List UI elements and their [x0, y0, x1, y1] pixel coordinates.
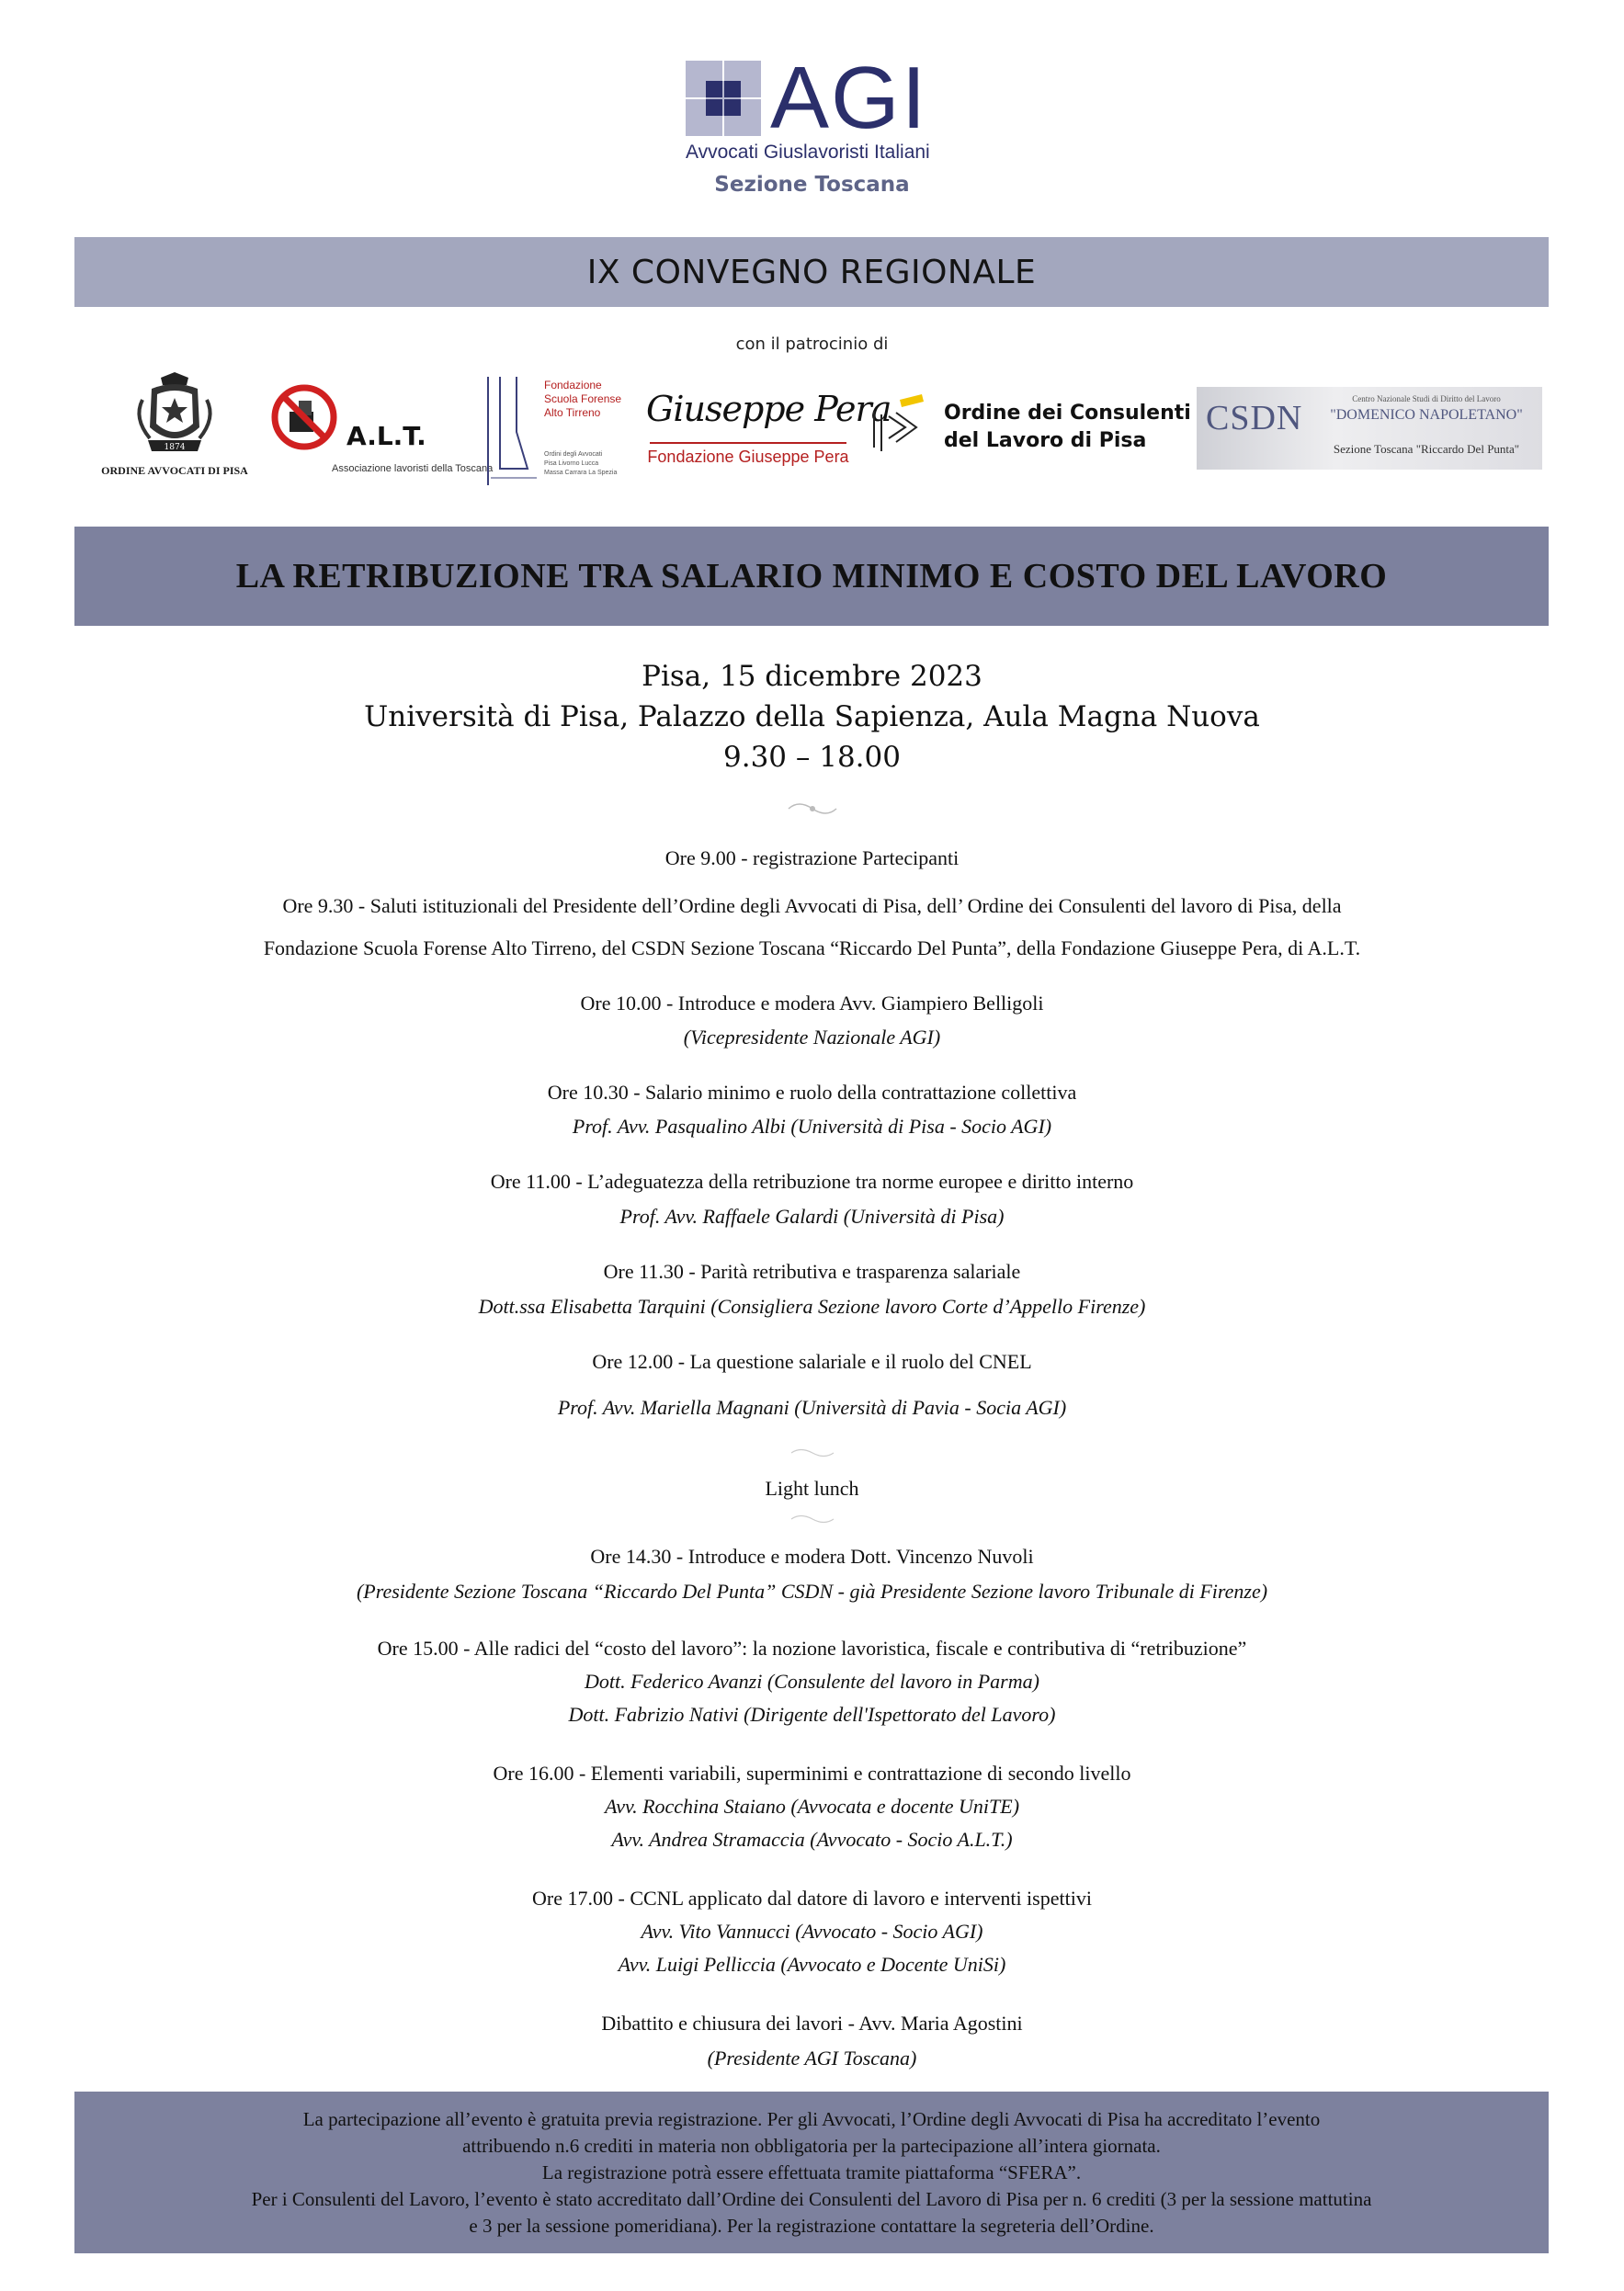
programme-speaker: Dott. Federico Avanzi (Consulente del lavoro in Parma): [585, 1670, 1039, 1693]
programme-item: Ore 14.30 - Introduce e modera Dott. Vincenzo Nuvoli: [590, 1545, 1034, 1568]
ordine-caption: ORDINE AVVOCATI DI PISA: [101, 464, 248, 477]
pera-caption: Fondazione Giuseppe Pera: [647, 448, 849, 466]
footer-line: e 3 per la sessione pomeridiana). Per la registrazione contattare la segreteria dell’Ordine.: [469, 2215, 1154, 2237]
fsf-line3: Alto Tirreno: [544, 406, 601, 419]
sponsor-ordine-avvocati: [97, 372, 253, 482]
fsf-line2: Scuola Forense: [544, 392, 622, 405]
section-name: Sezione Toscana: [714, 173, 910, 197]
agi-logo: [686, 49, 930, 164]
programme-speaker: (Vicepresidente Nazionale AGI): [683, 1026, 941, 1049]
programme-item: Ore 15.00 - Alle radici del “costo del lavoro”: la nozione lavoristica, fiscale e contributiva di “retribuzione”: [377, 1637, 1247, 1660]
sponsor-consulenti-lavoro: [869, 391, 1191, 462]
programme-item: Ore 16.00 - Elementi variabili, superminimi e contrattazione di secondo livello: [493, 1762, 1131, 1785]
alt-emblem-icon: [271, 384, 337, 450]
convegno-banner: [74, 237, 1549, 307]
ornament-divider: [0, 1445, 1624, 1464]
main-title: LA RETRIBUZIONE TRA SALARIO MINIMO E COSTO DEL LAVORO: [235, 557, 1388, 595]
footer-line: attribuendo n.6 crediti in materia non obbligatoria per la partecipazione all’intera giornata.: [462, 2135, 1161, 2157]
ornament-divider: [0, 800, 1624, 822]
programme-speaker: Avv. Andrea Stramaccia (Avvocato - Socio A.L.T.): [611, 1828, 1013, 1851]
programme-speaker: Dott. Fabrizio Nativi (Dirigente dell'Ispettorato del Lavoro): [568, 1703, 1056, 1726]
agi-wordmark: AGI: [770, 49, 928, 147]
ordine-year: 1874: [164, 443, 186, 452]
programme-lunch: Light lunch: [765, 1477, 859, 1500]
programme-item: Fondazione Scuola Forense Alto Tirreno, del CSDN Sezione Toscana “Riccardo Del Punta”, della Fondazione Giuseppe Pera, di A.L.T.: [263, 936, 1361, 959]
sponsor-fondazione-scuola-forense: [487, 377, 634, 485]
programme-item: Ore 11.30 - Parità retributiva e trasparenza salariale: [603, 1260, 1021, 1283]
programme-item: Ore 10.00 - Introduce e modera Avv. Giampiero Belligoli: [580, 992, 1044, 1015]
footer-line: La registrazione potrà essere effettuata tramite piattaforma “SFERA”.: [541, 2161, 1082, 2183]
alt-name: A.L.T.: [346, 421, 426, 451]
fsf-small2: Pisa Livorno Lucca: [544, 460, 599, 467]
cdl-line2: del Lavoro di Pisa: [944, 429, 1147, 452]
fsf-emblem-icon: [491, 377, 537, 485]
csdn-line2: "DOMENICO NAPOLETANO": [1330, 407, 1523, 423]
sponsor-alt: [271, 384, 494, 483]
ornament-icon: [789, 1513, 835, 1525]
patronage-label: con il patrocinio di: [735, 335, 889, 354]
programme-speaker: (Presidente Sezione Toscana “Riccardo Del Punta” CSDN - già Presidente Sezione lavoro Tribunale di Firenze): [356, 1580, 1268, 1603]
programme-item: Dibattito e chiusura dei lavori - Avv. Maria Agostini: [601, 2012, 1023, 2035]
agi-subtitle: Avvocati Giuslavoristi Italiani: [686, 142, 930, 163]
programme-item: Ore 11.00 - L’adeguatezza della retribuzione tra norme europee e diritto interno: [490, 1170, 1134, 1193]
agi-squares-icon: [686, 61, 761, 136]
fsf-line1: Fondazione: [544, 379, 602, 391]
event-time: 9.30 – 18.00: [723, 741, 901, 774]
programme-speaker: Avv. Vito Vannucci (Avvocato - Socio AGI): [641, 1920, 983, 1943]
csdn-line3: Sezione Toscana "Riccardo Del Punta": [1333, 442, 1520, 456]
programme-speaker: (Presidente AGI Toscana): [707, 2047, 917, 2070]
programme-item: Ore 9.00 - registrazione Partecipanti: [664, 846, 960, 869]
ornament-icon: [785, 800, 840, 818]
main-title-banner: [74, 527, 1549, 626]
footer-info-box: [74, 2092, 1549, 2253]
sponsor-fondazione-pera: [646, 381, 891, 473]
programme-speaker: Prof. Avv. Mariella Magnani (Università di Pavia - Socia AGI): [557, 1396, 1067, 1419]
programme-item: Ore 10.30 - Salario minimo e ruolo della contrattazione collettiva: [547, 1081, 1077, 1104]
ornament-divider: [0, 1511, 1624, 1530]
programme-speaker: Avv. Luigi Pelliccia (Avvocato e Docente UniSi): [618, 1953, 1006, 1976]
cdl-line1: Ordine dei Consulenti: [944, 402, 1191, 425]
cdl-emblem-icon: [869, 394, 929, 455]
ornament-icon: [789, 1446, 835, 1459]
programme-speaker: Prof. Avv. Raffaele Galardi (Università di Pisa): [619, 1205, 1005, 1228]
event-place: Università di Pisa, Palazzo della Sapienza, Aula Magna Nuova: [364, 700, 1260, 733]
programme-speaker: Dott.ssa Elisabetta Tarquini (Consigliera Sezione lavoro Corte d’Appello Firenze): [478, 1295, 1146, 1318]
csdn-acronym: CSDN: [1206, 399, 1303, 437]
programme-item: Ore 12.00 - La questione salariale e il ruolo del CNEL: [592, 1350, 1032, 1373]
coat-of-arms-icon: [97, 372, 253, 460]
fsf-small3: Massa Carrara La Spezia: [544, 470, 618, 476]
alt-caption: Associazione lavoristi della Toscana: [332, 463, 494, 474]
programme-item: Ore 17.00 - CCNL applicato dal datore di lavoro e interventi ispettivi: [532, 1887, 1092, 1910]
programme-item: Ore 9.30 - Saluti istituzionali del Presidente dell’Ordine degli Avvocati di Pisa, dell’ Ordine dei Consulenti del lavoro di Pisa, della: [282, 894, 1342, 917]
pera-signature: Giuseppe Pera: [646, 389, 891, 429]
event-date: Pisa, 15 dicembre 2023: [642, 660, 982, 693]
fsf-small1: Ordini degli Avvocati: [544, 451, 603, 458]
csdn-line1: Centro Nazionale Studi di Diritto del Lavoro: [1352, 394, 1501, 403]
programme-speaker: Avv. Rocchina Staiano (Avvocata e docente UniTE): [604, 1795, 1020, 1818]
convegno-title: IX CONVEGNO REGIONALE: [586, 253, 1037, 291]
footer-line: Per i Consulenti del Lavoro, l’evento è stato accreditato dall’Ordine dei Consulenti del Lavoro di Pisa per n. 6 crediti (3 per la sessione mattutina: [251, 2188, 1372, 2210]
sponsor-csdn: [1197, 387, 1542, 470]
programme-speaker: Prof. Avv. Pasqualino Albi (Università di Pisa - Socio AGI): [572, 1115, 1052, 1138]
footer-line: La partecipazione all’evento è gratuita previa registrazione. Per gli Avvocati, l’Ordine degli Avvocati di Pisa ha accreditato l’evento: [302, 2108, 1321, 2130]
